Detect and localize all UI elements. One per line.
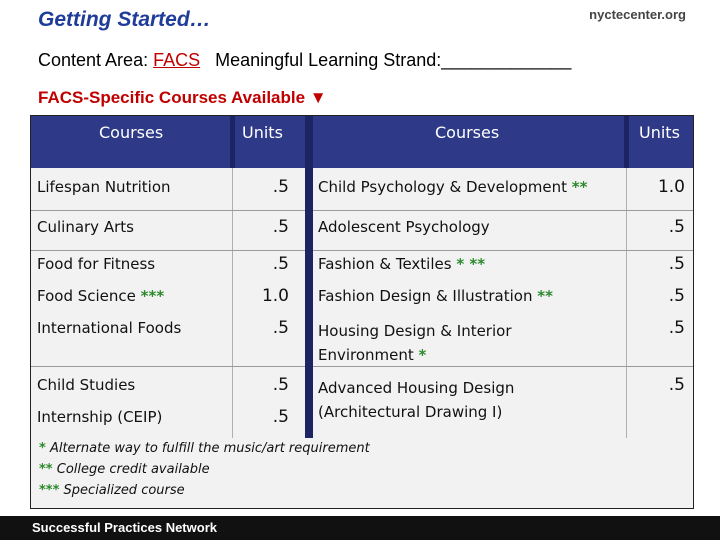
table-row-units: .5 (668, 254, 685, 274)
table-row-course: International Foods (37, 319, 182, 337)
courses-available-heading: FACS-Specific Courses Available ▼ (38, 88, 327, 107)
table-row-course: Adolescent Psychology (318, 218, 490, 236)
center-divider (305, 116, 313, 438)
row-separator (31, 250, 305, 251)
column-divider (230, 116, 235, 168)
row-separator (313, 250, 693, 251)
row-separator (31, 366, 305, 367)
footnote: *** Specialized course (39, 483, 185, 498)
column-divider (624, 116, 629, 168)
table-row-course: Internship (CEIP) (37, 408, 163, 426)
footnotes (39, 438, 370, 501)
content-area-label: Content Area: (38, 50, 154, 70)
table-row-units: 1.0 (657, 177, 685, 197)
footer-bar (0, 516, 720, 540)
courses-table (30, 115, 694, 509)
table-row-course: Advanced Housing Design (Architectural Drawing I) (318, 379, 515, 421)
footer-text: Successful Practices Network (32, 520, 217, 535)
table-row-units: .5 (272, 407, 289, 427)
header-courses-left: Courses (99, 123, 164, 142)
table-row-units: .5 (668, 286, 685, 306)
page-title: Getting Started… (38, 8, 211, 31)
table-row-units: .5 (272, 177, 289, 197)
header-courses-right: Courses (435, 123, 500, 142)
table-row-units: .5 (272, 217, 289, 237)
strand-label: Meaningful Learning Strand: (215, 50, 442, 70)
table-header-right (313, 116, 693, 168)
content-area-value: FACS (153, 50, 201, 70)
table-row-course: Culinary Arts (37, 218, 134, 236)
table-header-left (31, 116, 305, 168)
site-logo-text: nyctecenter.org (589, 7, 686, 22)
table-row-units: .5 (668, 375, 685, 395)
row-separator (313, 210, 693, 211)
table-row-course: Food for Fitness (37, 255, 156, 273)
header-units-right: Units (639, 123, 680, 142)
table-row-course: Lifespan Nutrition (37, 178, 171, 196)
footnote: ** College credit available (39, 462, 210, 477)
table-row-course: Child Psychology & Development ** (318, 178, 588, 196)
table-row-course: Child Studies (37, 376, 136, 394)
row-separator (31, 210, 305, 211)
table-row-units: .5 (272, 318, 289, 338)
table-row-course: Fashion Design & Illustration ** (318, 287, 553, 305)
strand-blank: _____________ (441, 50, 572, 70)
table-row-course: Fashion & Textiles * ** (318, 255, 486, 273)
table-row-units: .5 (668, 318, 685, 338)
header-units-left: Units (242, 123, 283, 142)
table-row-units: .5 (272, 254, 289, 274)
footnote: * Alternate way to fulfill the music/art requirement (39, 441, 370, 456)
table-row-course: Housing Design & Interior Environment * (318, 322, 512, 364)
table-row-course: Food Science *** (37, 287, 165, 305)
table-row-units: 1.0 (261, 286, 289, 306)
table-row-units: .5 (668, 217, 685, 237)
content-area-line (38, 50, 571, 71)
table-row-units: .5 (272, 375, 289, 395)
